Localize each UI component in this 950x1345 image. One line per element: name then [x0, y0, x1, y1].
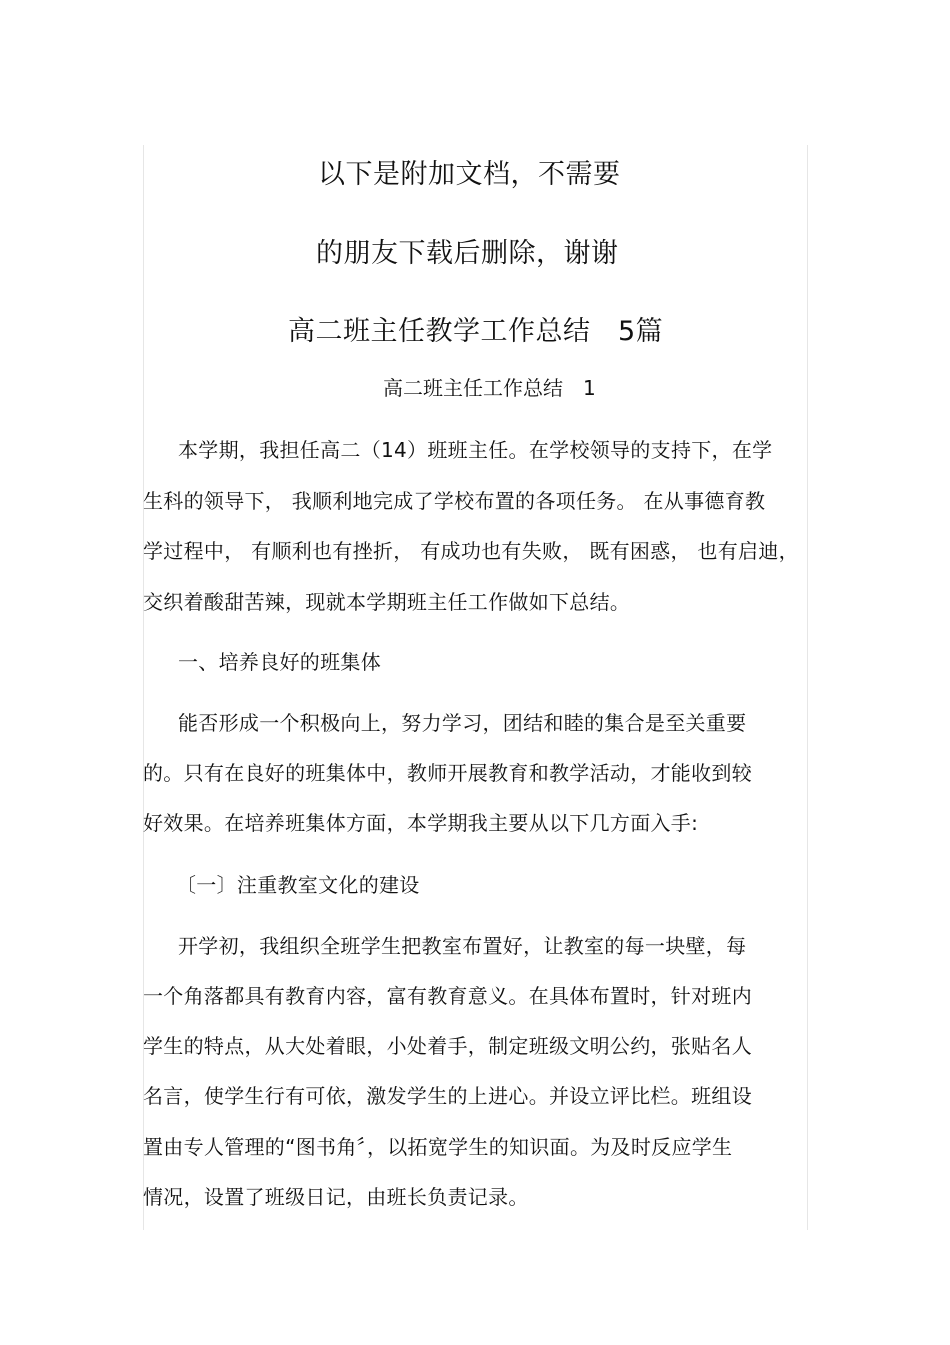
paragraph-line: 能否形成一个积极向上，努力学习，团结和睦的集合是至关重要 — [178, 711, 747, 735]
paragraph-line: 开学初，我组织全班学生把教室布置好，让教室的每一块壁，每 — [178, 934, 747, 958]
notice-line-2: 的朋友下载后删除，谢谢 — [316, 238, 619, 269]
paragraph-line: 置由专人管理的“图书角〞，以拓宽学生的知识面。为及时反应学生 — [143, 1135, 733, 1159]
document-subtitle: 高二班主任工作总结 1 — [383, 376, 596, 400]
page-frame — [143, 145, 808, 1230]
paragraph-line: 学过程中， 有顺利也有挫折， 有成功也有失败， 既有困惑， 也有启迪， — [143, 539, 799, 563]
section-1-heading: 一、培养良好的班集体 — [178, 650, 381, 674]
paragraph-line: 交织着酸甜苦辣，现就本学期班主任工作做如下总结。 — [143, 590, 631, 614]
paragraph-line: 学生的特点，从大处着眼，小处着手，制定班级文明公约，张贴名人 — [143, 1034, 752, 1058]
paragraph-line: 情况，设置了班级日记，由班长负责记录。 — [143, 1185, 529, 1209]
paragraph-line: 一个角落都具有教育内容，富有教育意义。在具体布置时，针对班内 — [143, 984, 752, 1008]
notice-line-1: 以下是附加文档，不需要 — [318, 159, 621, 190]
paragraph-line: 名言，使学生行有可依，激发学生的上进心。并设立评比栏。班组设 — [143, 1084, 752, 1108]
paragraph-line: 的。只有在良好的班集体中，教师开展教育和教学活动，才能收到较 — [143, 761, 752, 785]
paragraph-line: 生科的领导下， 我顺利地完成了学校布置的各项任务。 在从事德育教 — [143, 489, 766, 513]
paragraph-line: 本学期，我担任高二（14）班班主任。在学校领导的支持下，在学 — [178, 438, 773, 462]
document-title: 高二班主任教学工作总结 5篇 — [288, 316, 664, 347]
subsection-1-heading: 〔一〕注重教室文化的建设 — [176, 873, 420, 897]
paragraph-line: 好效果。在培养班集体方面，本学期我主要从以下几方面入手: — [143, 811, 699, 835]
